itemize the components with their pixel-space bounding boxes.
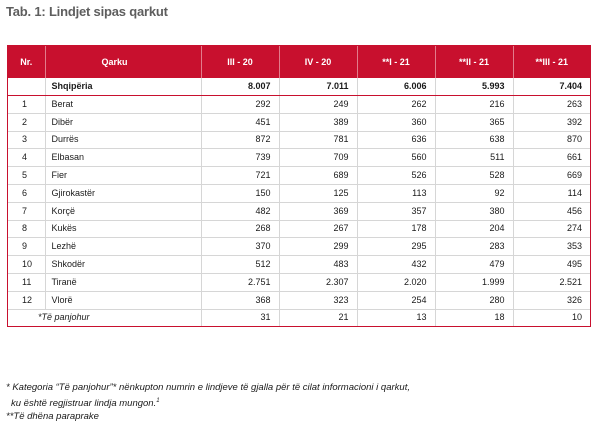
table-row bbox=[8, 131, 590, 149]
footnote-line bbox=[6, 395, 410, 411]
row-name: Vlorë bbox=[45, 291, 201, 309]
row-value: 560 bbox=[357, 149, 435, 167]
total-value: 8.007 bbox=[201, 78, 279, 96]
row-value: 267 bbox=[279, 220, 357, 238]
row-name: Elbasan bbox=[45, 149, 201, 167]
row-value: 456 bbox=[513, 202, 590, 220]
row-value: 2.307 bbox=[279, 273, 357, 291]
row-value: 451 bbox=[201, 113, 279, 131]
row-value: 432 bbox=[357, 256, 435, 274]
table-row bbox=[8, 220, 590, 238]
row-name: Lezhë bbox=[45, 238, 201, 256]
table-row bbox=[8, 184, 590, 202]
table-row bbox=[8, 273, 590, 291]
row-value: 178 bbox=[357, 220, 435, 238]
row-value: 268 bbox=[201, 220, 279, 238]
total-value: 6.006 bbox=[357, 78, 435, 96]
unknown-row bbox=[8, 309, 590, 326]
row-value: 292 bbox=[201, 96, 279, 114]
row-value: 511 bbox=[435, 149, 513, 167]
row-value: 323 bbox=[279, 291, 357, 309]
row-value: 380 bbox=[435, 202, 513, 220]
row-nr: 4 bbox=[8, 149, 45, 167]
births-table bbox=[7, 45, 591, 327]
table-row bbox=[8, 202, 590, 220]
header-row bbox=[8, 46, 590, 78]
row-nr: 2 bbox=[8, 113, 45, 131]
row-nr: 5 bbox=[8, 167, 45, 185]
unknown-label: *Të panjohur bbox=[38, 312, 90, 323]
table-title: Tab. 1: Lindjet sipas qarkut bbox=[6, 4, 168, 19]
row-value: 280 bbox=[435, 291, 513, 309]
header-qarku: Qarku bbox=[45, 46, 201, 78]
footnotes bbox=[6, 381, 410, 424]
row-value: 369 bbox=[279, 202, 357, 220]
row-value: 872 bbox=[201, 131, 279, 149]
row-value: 263 bbox=[513, 96, 590, 114]
table-row bbox=[8, 291, 590, 309]
total-value: 7.011 bbox=[279, 78, 357, 96]
unknown-value: 18 bbox=[435, 309, 513, 326]
table-row bbox=[8, 238, 590, 256]
row-value: 781 bbox=[279, 131, 357, 149]
row-value: 512 bbox=[201, 256, 279, 274]
row-nr: 7 bbox=[8, 202, 45, 220]
header-period: III - 20 bbox=[201, 46, 279, 78]
row-value: 389 bbox=[279, 113, 357, 131]
row-value: 360 bbox=[357, 113, 435, 131]
row-nr: 6 bbox=[8, 184, 45, 202]
row-value: 689 bbox=[279, 167, 357, 185]
row-name: Fier bbox=[45, 167, 201, 185]
total-row bbox=[8, 78, 590, 96]
row-value: 113 bbox=[357, 184, 435, 202]
row-name: Kukës bbox=[45, 220, 201, 238]
row-value: 274 bbox=[513, 220, 590, 238]
row-value: 739 bbox=[201, 149, 279, 167]
row-value: 661 bbox=[513, 149, 590, 167]
row-value: 326 bbox=[513, 291, 590, 309]
row-value: 262 bbox=[357, 96, 435, 114]
footnote-line: **Të dhëna paraprake bbox=[6, 411, 99, 423]
header-period: IV - 20 bbox=[279, 46, 357, 78]
row-value: 483 bbox=[279, 256, 357, 274]
row-value: 357 bbox=[357, 202, 435, 220]
row-name: Berat bbox=[45, 96, 201, 114]
row-value: 495 bbox=[513, 256, 590, 274]
table-row bbox=[8, 113, 590, 131]
row-nr: 3 bbox=[8, 131, 45, 149]
row-value: 204 bbox=[435, 220, 513, 238]
row-nr: 9 bbox=[8, 238, 45, 256]
row-nr: 8 bbox=[8, 220, 45, 238]
table-row bbox=[8, 167, 590, 185]
row-name: Dibër bbox=[45, 113, 201, 131]
row-value: 368 bbox=[201, 291, 279, 309]
unknown-value: 10 bbox=[513, 309, 590, 326]
row-value: 528 bbox=[435, 167, 513, 185]
row-value: 114 bbox=[513, 184, 590, 202]
row-name: Durrës bbox=[45, 131, 201, 149]
row-value: 92 bbox=[435, 184, 513, 202]
row-value: 254 bbox=[357, 291, 435, 309]
footnote-ref: 1 bbox=[156, 397, 160, 404]
row-value: 299 bbox=[279, 238, 357, 256]
row-value: 2.521 bbox=[513, 273, 590, 291]
row-value: 370 bbox=[201, 238, 279, 256]
row-name: Tiranë bbox=[45, 273, 201, 291]
header-period: **I - 21 bbox=[357, 46, 435, 78]
row-value: 2.020 bbox=[357, 273, 435, 291]
row-value: 2.751 bbox=[201, 273, 279, 291]
total-nr bbox=[8, 78, 45, 96]
row-value: 216 bbox=[435, 96, 513, 114]
unknown-value: 31 bbox=[201, 309, 279, 326]
footnote-line: * Kategoria “Të panjohur”* nënkupton numrin e lindjeve të gjalla për të cilat informacioni i qarkut, bbox=[6, 382, 410, 393]
row-value: 479 bbox=[435, 256, 513, 274]
row-value: 365 bbox=[435, 113, 513, 131]
total-name: Shqipëria bbox=[45, 78, 201, 96]
row-name: Shkodër bbox=[45, 256, 201, 274]
row-value: 249 bbox=[279, 96, 357, 114]
row-value: 283 bbox=[435, 238, 513, 256]
row-value: 526 bbox=[357, 167, 435, 185]
total-value: 5.993 bbox=[435, 78, 513, 96]
row-nr: 11 bbox=[8, 273, 45, 291]
table-row bbox=[8, 96, 590, 114]
row-value: 150 bbox=[201, 184, 279, 202]
footnote-text: ku është regjistruar lindja mungon. bbox=[11, 397, 157, 409]
row-value: 636 bbox=[357, 131, 435, 149]
header-period: **II - 21 bbox=[435, 46, 513, 78]
row-nr: 12 bbox=[8, 291, 45, 309]
row-value: 353 bbox=[513, 238, 590, 256]
row-name: Gjirokastër bbox=[45, 184, 201, 202]
unknown-value: 13 bbox=[357, 309, 435, 326]
row-value: 125 bbox=[279, 184, 357, 202]
row-value: 721 bbox=[201, 167, 279, 185]
table-row bbox=[8, 256, 590, 274]
unknown-value: 21 bbox=[279, 309, 357, 326]
row-value: 482 bbox=[201, 202, 279, 220]
header-period: **III - 21 bbox=[513, 46, 590, 78]
row-nr: 1 bbox=[8, 96, 45, 114]
header-nr: Nr. bbox=[8, 46, 45, 78]
row-value: 392 bbox=[513, 113, 590, 131]
total-value: 7.404 bbox=[513, 78, 590, 96]
row-name: Korçë bbox=[45, 202, 201, 220]
row-value: 669 bbox=[513, 167, 590, 185]
row-value: 709 bbox=[279, 149, 357, 167]
table-row bbox=[8, 149, 590, 167]
row-value: 870 bbox=[513, 131, 590, 149]
row-value: 295 bbox=[357, 238, 435, 256]
row-value: 1.999 bbox=[435, 273, 513, 291]
row-nr: 10 bbox=[8, 256, 45, 274]
row-value: 638 bbox=[435, 131, 513, 149]
